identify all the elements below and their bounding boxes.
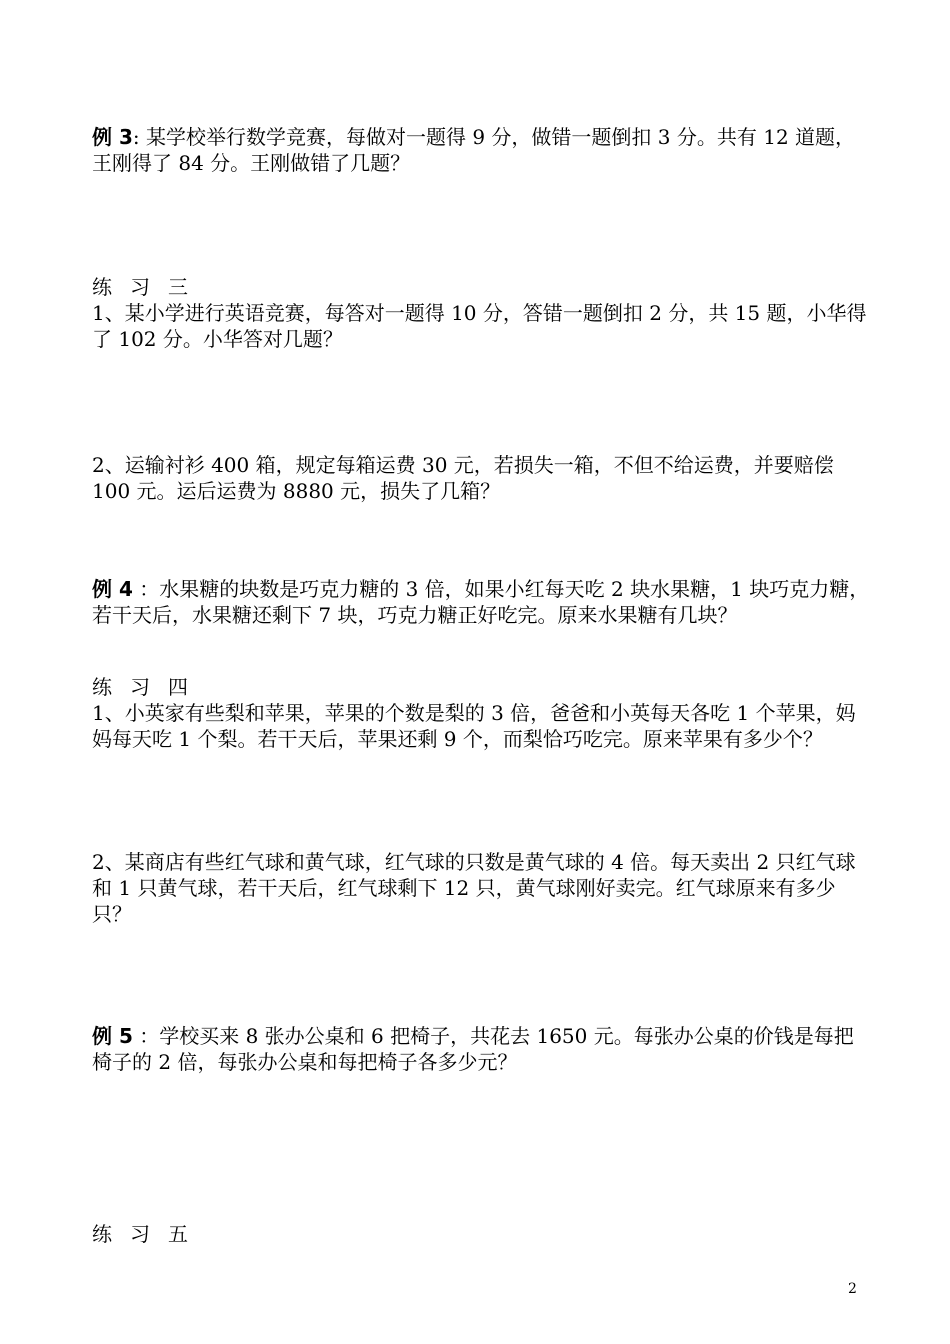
example-5 [92, 1023, 872, 1075]
example-4-label: 例 4 [92, 577, 133, 601]
example-3 [92, 124, 872, 176]
exercise-3-question-1: 1、某小学进行英语竞赛，每答对一题得 10 分，答错一题倒扣 2 分，共 15 题，小华得了 102 分。小华答对几题？ [92, 301, 867, 351]
example-3-label: 例 3 [92, 125, 133, 149]
example-5-label: 例 5 [92, 1024, 133, 1048]
page-number: 2 [848, 1281, 857, 1297]
example-4 [92, 576, 872, 628]
exercise-5-heading: 练习五 [92, 1222, 206, 1246]
exercise-3-heading: 练习三 [92, 275, 206, 299]
example-3-text: : 某学校举行数学竞赛，每做对一题得 9 分，做错一题倒扣 3 分。共有 12 道题，王刚得了 84 分。王刚做错了几题？ [92, 125, 856, 175]
example-4-text: ：水果糖的块数是巧克力糖的 3 倍，如果小红每天吃 2 块水果糖，1 块巧克力糖，若干天后，水果糖还剩下 7 块，巧克力糖正好吃完。原来水果糖有几块？ [92, 577, 870, 627]
exercise-3-question-2: 2、运输衬衫 400 箱，规定每箱运费 30 元，若损失一箱，不但不给运费，并要赔偿 100 元。运后运费为 8880 元，损失了几箱？ [92, 453, 841, 503]
exercise-4-heading: 练习四 [92, 675, 206, 699]
exercise-4-question-1: 1、小英家有些梨和苹果，苹果的个数是梨的 3 倍，爸爸和小英每天各吃 1 个苹果，妈妈每天吃 1 个梨。若干天后，苹果还剩 9 个，而梨恰巧吃完。原来苹果有多少个？ [92, 701, 856, 751]
exercise-4-question-2: 2、某商店有些红气球和黄气球，红气球的只数是黄气球的 4 倍。每天卖出 2 只红气球和 1 只黄气球，若干天后，红气球剩下 12 只，黄气球刚好卖完。红气球原来有多少只？ [92, 850, 856, 926]
example-5-text: ：学校买来 8 张办公桌和 6 把椅子，共花去 1650 元。每张办公桌的价钱是每把椅子的 2 倍，每张办公桌和每把椅子各多少元？ [92, 1024, 854, 1074]
